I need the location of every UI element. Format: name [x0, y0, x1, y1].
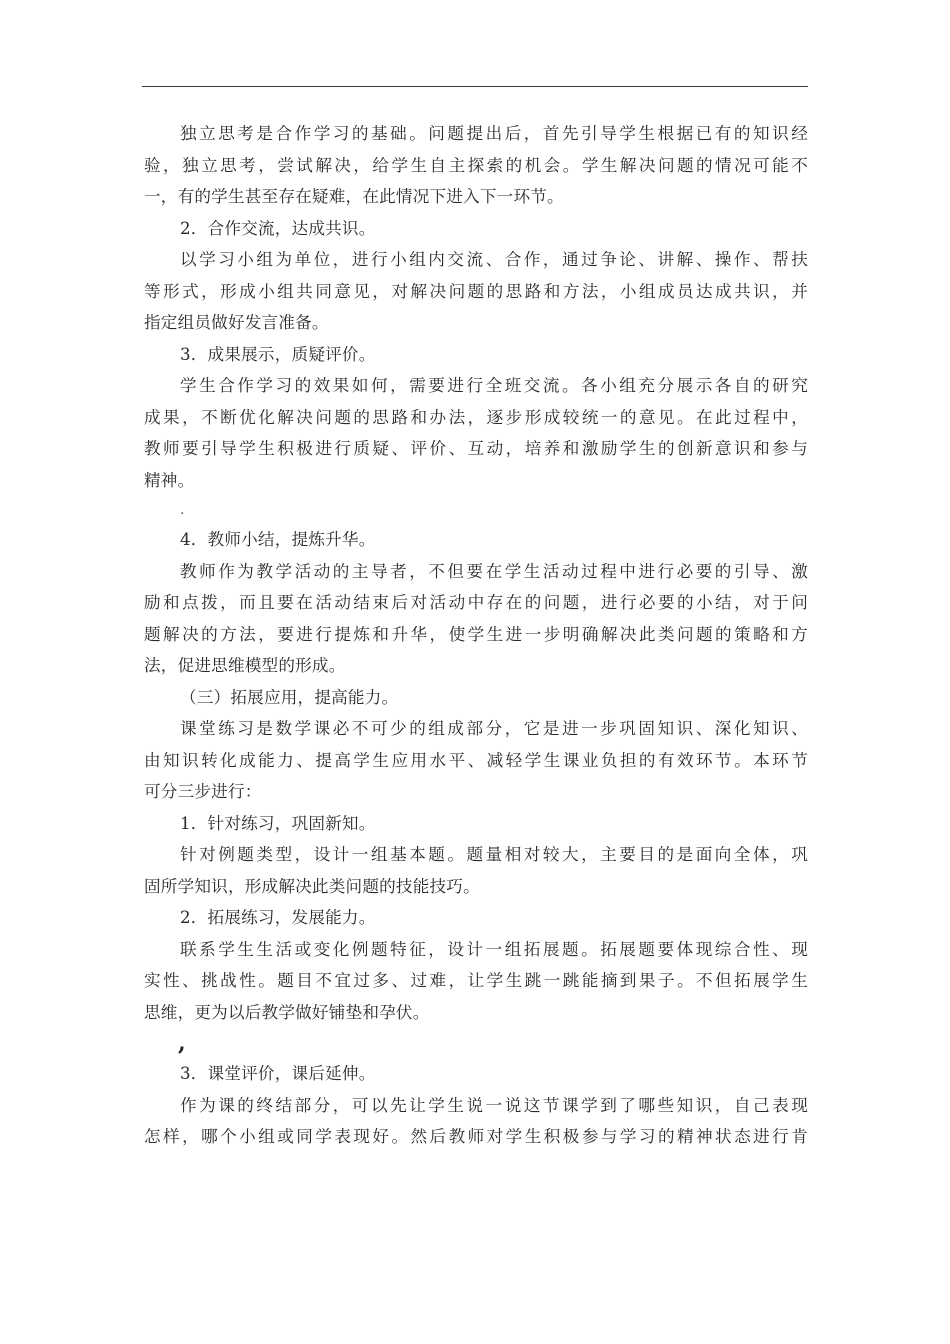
- paragraph-line: 可分三步进行：: [144, 782, 262, 801]
- document-body: [144, 118, 808, 1153]
- paragraph-line: 针对例题类型，设计一组基本题。题量相对较大，主要目的是面向全体，巩: [180, 845, 808, 864]
- stray-mark: ,: [178, 1030, 186, 1056]
- paragraph-line: 实性、挑战性。题目不宜过多、过难，让学生跳一跳能摘到果子。不但拓展学生: [144, 971, 808, 990]
- paragraph-line: 独立思考是合作学习的基础。问题提出后，首先引导学生根据已有的知识经: [180, 124, 808, 143]
- paragraph-line: 联系学生生活或变化例题特征，设计一组拓展题。拓展题要体现综合性、现: [180, 939, 808, 959]
- paragraph-line: 题解决的方法，要进行提炼和升华，使学生进一步明确解决此类问题的策略和方: [144, 624, 808, 644]
- section-heading: 2．合作交流，达成共识。: [180, 218, 376, 238]
- paragraph-line: 等形式，形成小组共同意见，对解决问题的思路和方法，小组成员达成共识，并: [144, 281, 808, 301]
- paragraph-line: 成果，不断优化解决问题的思路和办法，逐步形成较统一的意见。在此过程中，: [144, 407, 808, 427]
- paragraph-line: 精神。: [144, 470, 195, 490]
- section-heading: 3．课堂评价，课后延伸。: [180, 1064, 376, 1083]
- paragraph-line: 作为课的终结部分，可以先让学生说一说这节课学到了哪些知识，自己表现: [180, 1095, 808, 1115]
- paragraph-line: 验，独立思考，尝试解决，给学生自主探索的机会。学生解决问题的情况可能不: [144, 155, 808, 175]
- paragraph-line: 思维，更为以后教学做好铺垫和孕伏。: [144, 1002, 430, 1022]
- section-heading: 1．针对练习，巩固新知。: [180, 813, 376, 833]
- paragraph-line: 怎样，哪个小组或同学表现好。然后教师对学生积极参与学习的精神状态进行肯: [144, 1127, 808, 1146]
- section-heading: 4．教师小结，提炼升华。: [180, 530, 376, 549]
- paragraph-line: 以学习小组为单位，进行小组内交流、合作，通过争论、讲解、操作、帮扶: [180, 250, 808, 269]
- stray-mark: .: [180, 502, 185, 518]
- header-rule: [142, 86, 808, 87]
- section-heading: 3．成果展示，质疑评价。: [180, 344, 376, 364]
- section-heading: 2．拓展练习，发展能力。: [180, 908, 376, 927]
- paragraph-line: 固所学知识，形成解决此类问题的技能技巧。: [144, 876, 480, 896]
- paragraph-line: 教师要引导学生积极进行质疑、评价、互动，培养和激励学生的创新意识和参与: [144, 439, 808, 458]
- paragraph-line: 教师作为教学活动的主导者，不但要在学生活动过程中进行必要的引导、激: [180, 561, 808, 581]
- paragraph-line: 由知识转化成能力、提高学生应用水平、减轻学生课业负担的有效环节。本环节: [144, 750, 808, 770]
- paragraph-line: 一，有的学生甚至存在疑难，在此情况下进入下一环节。: [144, 187, 564, 206]
- paragraph-line: 课堂练习是数学课必不可少的组成部分，它是进一步巩固知识、深化知识、: [180, 719, 808, 738]
- section-heading: （三）拓展应用，提高能力。: [180, 687, 399, 707]
- paragraph-line: 法，促进思维模型的形成。: [144, 656, 346, 675]
- paragraph-line: 学生合作学习的效果如何，需要进行全班交流。各小组充分展示各自的研究: [180, 376, 808, 395]
- paragraph-line: 励和点拨，而且要在活动结束后对活动中存在的问题，进行必要的小结，对于问: [144, 593, 808, 612]
- paragraph-line: 指定组员做好发言准备。: [144, 313, 329, 332]
